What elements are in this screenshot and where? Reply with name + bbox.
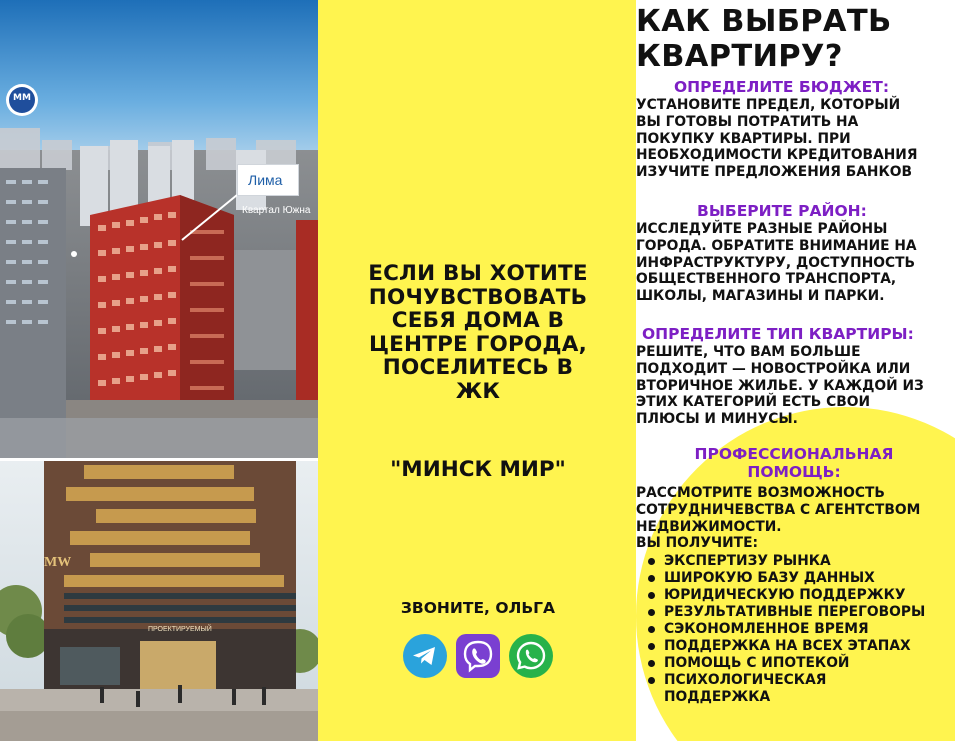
text-line: НЕДВИЖИМОСТИ.: [636, 518, 782, 535]
headline-line: ЦЕНТРЕ ГОРОДА,: [369, 331, 587, 357]
section-text-district: [636, 221, 955, 305]
bullet-icon: [648, 677, 655, 684]
list-item: [646, 638, 955, 655]
yellow-panel: [318, 0, 636, 741]
whatsapp-icon[interactable]: [508, 633, 554, 679]
section-heading-budget: ОПРЕДЕЛИТЕ БЮДЖЕТ:: [674, 78, 890, 96]
text-line: ВЫ ПОЛУЧИТЕ:: [636, 535, 759, 552]
text-line: ЭТИХ КАТЕГОРИЙ ЕСТЬ СВОИ: [636, 394, 871, 411]
title-line: КАК ВЫБРАТЬ: [636, 4, 892, 39]
bullet-icon: [648, 609, 655, 616]
list-item-text: СЭКОНОМЛЕННОЕ ВРЕМЯ: [664, 621, 869, 637]
project-name: "МИНСК МИР": [390, 457, 566, 482]
building-sign: ПРОЕКТИРУЕМЫЙ: [148, 626, 212, 633]
list-item: [646, 553, 955, 570]
benefits-list: [646, 553, 955, 706]
list-item-text: ЭКСПЕРТИЗУ РЫНКА: [664, 553, 831, 569]
text-line: ГОРОДА. ОБРАТИТЕ ВНИМАНИЕ НА: [636, 237, 917, 254]
text-line: ИЗУЧИТЕ ПРЕДЛОЖЕНИЯ БАНКОВ: [636, 164, 912, 181]
headline: [338, 262, 618, 403]
text-line: РАССМОТРИТЕ ВОЗМОЖНОСТЬ: [636, 485, 885, 501]
list-item-text: ПСИХОЛОГИЧЕСКАЯ ПОДДЕРЖКА: [664, 672, 827, 705]
list-item: [646, 672, 827, 706]
text-line: УСТАНОВИТЕ ПРЕДЕЛ, КОТОРЫЙ: [636, 97, 901, 113]
list-item: [646, 587, 955, 604]
headline-line: ЖК: [455, 378, 501, 404]
page-title: [636, 4, 955, 74]
call-text: ЗВОНИТЕ, ОЛЬГА: [400, 599, 556, 617]
text-line: РЕШИТЕ, ЧТО ВАМ БОЛЬШЕ: [636, 344, 861, 360]
list-item-text: ПОМОЩЬ С ИПОТЕКОЙ: [664, 655, 850, 671]
section-text-budget: [636, 97, 955, 181]
headline-line: ПОЧУВСТВОВАТЬ: [368, 284, 588, 310]
list-item: [646, 570, 955, 587]
list-item-text: РЕЗУЛЬТАТИВНЫЕ ПЕРЕГОВОРЫ: [664, 604, 926, 620]
map-label-box: [237, 164, 299, 196]
messenger-links: [402, 633, 552, 679]
aerial-city-photo: [0, 0, 318, 458]
list-item: [646, 621, 955, 638]
section-heading-district: ВЫБЕРИТЕ РАЙОН:: [697, 202, 867, 220]
text-line: ПОДХОДИТ — НОВОСТРОЙКА ИЛИ: [636, 360, 911, 377]
list-item-text: ЮРИДИЧЕСКУЮ ПОДДЕРЖКУ: [664, 587, 906, 603]
section-heading-professional-help: ПРОФЕССИОНАЛЬНАЯ ПОМОЩЬ:: [694, 445, 894, 481]
section-heading-apartment-type: ОПРЕДЕЛИТЕ ТИП КВАРТИРЫ:: [642, 325, 914, 343]
telegram-icon[interactable]: [402, 633, 448, 679]
text-line: ШКОЛЫ, МАГАЗИНЫ И ПАРКИ.: [636, 288, 885, 305]
bullet-icon: [648, 660, 655, 667]
text-line: ПЛЮСЫ И МИНУСЫ.: [636, 411, 798, 428]
text-line: СОТРУДНИЧЕВСТВА С АГЕНТСТВОМ: [636, 501, 921, 518]
section-text-apartment-type: [636, 344, 955, 428]
photo-column: [0, 0, 318, 741]
bullet-icon: [648, 643, 655, 650]
text-line: ПОКУПКУ КВАРТИРЫ. ПРИ: [636, 130, 851, 147]
tips-column: [636, 0, 955, 741]
text-line: НЕОБХОДИМОСТИ КРЕДИТОВАНИЯ: [636, 147, 918, 164]
list-item-text: ШИРОКУЮ БАЗУ ДАННЫХ: [664, 570, 875, 586]
map-sublabel: Квартал Южна: [242, 205, 311, 216]
text-line: ОБЩЕСТВЕННОГО ТРАНСПОРТА,: [636, 271, 897, 288]
text-line: ВТОРИЧНОЕ ЖИЛЬЕ. У КАЖДОЙ ИЗ: [636, 377, 924, 394]
building-logo: MW: [44, 555, 72, 570]
bullet-icon: [648, 626, 655, 633]
building-render-photo: [0, 461, 318, 741]
text-line: ИССЛЕДУЙТЕ РАЗНЫЕ РАЙОНЫ: [636, 221, 888, 237]
list-item: [646, 604, 955, 621]
map-badge: MM: [13, 93, 31, 103]
list-item-text: ПОДДЕРЖКА НА ВСЕХ ЭТАПАХ: [664, 638, 911, 654]
section-text-professional-help: [636, 485, 955, 552]
title-line: КВАРТИРУ?: [636, 39, 843, 74]
bullet-icon: [648, 592, 655, 599]
bullet-icon: [648, 558, 655, 565]
map-label: Лима: [248, 172, 283, 188]
list-item: [646, 655, 955, 672]
bullet-icon: [648, 575, 655, 582]
headline-line: СЕБЯ ДОМА В: [391, 308, 565, 333]
headline-line: ЕСЛИ ВЫ ХОТИТЕ: [368, 261, 588, 286]
viber-icon[interactable]: [455, 633, 501, 679]
text-line: ВЫ ГОТОВЫ ПОТРАТИТЬ НА: [636, 113, 859, 130]
headline-line: ПОСЕЛИТЕСЬ В: [382, 355, 574, 380]
text-line: ИНФРАСТРУКТУРУ, ДОСТУПНОСТЬ: [636, 254, 916, 271]
